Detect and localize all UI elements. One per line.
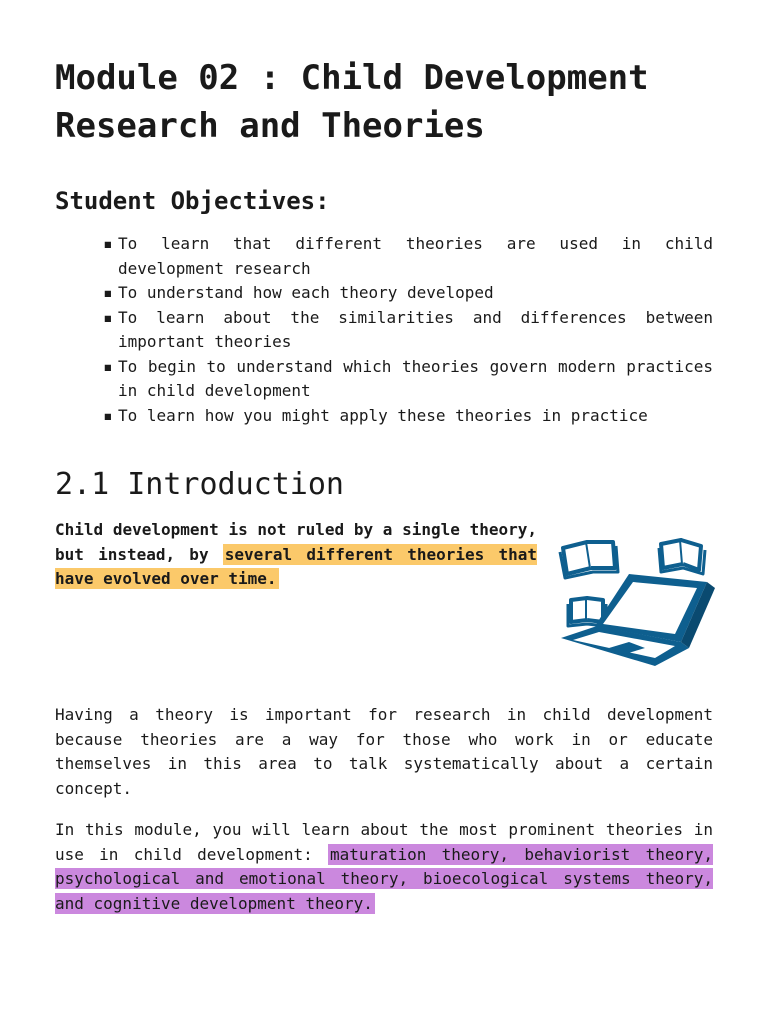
list-item bbox=[103, 355, 713, 404]
intro-paragraph bbox=[55, 518, 537, 592]
list-item bbox=[103, 232, 713, 281]
objectives-list bbox=[103, 232, 713, 428]
paragraph-text: In this module, you will learn about the most prominent theories in use in child development: bbox=[55, 820, 713, 864]
list-item bbox=[103, 306, 713, 355]
list-item-text: To learn that different theories are used in child development research bbox=[118, 234, 713, 278]
body-paragraph: Having a theory is important for research in child development because theories are a way for those who work in or educate themselves in this area to talk systematically about a certain concept. bbox=[55, 705, 713, 798]
list-item bbox=[103, 281, 713, 306]
intro-highlight: several different theories that have evolved over time. bbox=[55, 544, 537, 588]
list-item-text: To learn how you might apply these theories in practice bbox=[118, 405, 648, 425]
bullet-icon: ▪ bbox=[103, 283, 113, 302]
intro-text: Child development is not ruled by a single theory, but instead, by bbox=[55, 520, 537, 564]
body-paragraph bbox=[55, 818, 713, 916]
list-item-text: To understand how each theory developed bbox=[118, 283, 494, 302]
list-item-text: To learn about the similarities and differences between important theories bbox=[118, 307, 713, 351]
books-and-laptop-icon bbox=[557, 530, 717, 670]
list-item bbox=[103, 404, 713, 429]
bullet-icon: ▪ bbox=[103, 356, 113, 376]
bullet-icon: ▪ bbox=[103, 234, 113, 253]
bullet-icon: ▪ bbox=[103, 307, 113, 327]
page-title: Module 02 : Child Development Research and Theories bbox=[55, 58, 649, 146]
list-item-text: To begin to understand which theories govern modern practices in child development bbox=[118, 356, 713, 400]
objectives-heading: Student Objectives: bbox=[55, 187, 330, 215]
bullet-icon: ▪ bbox=[103, 405, 113, 425]
theories-highlight: maturation theory, behaviorist theory, psychological and emotional theory, bioecological systems theory, and cognitive development theory. bbox=[55, 844, 713, 913]
section-heading: 2.1 Introduction bbox=[55, 467, 344, 502]
